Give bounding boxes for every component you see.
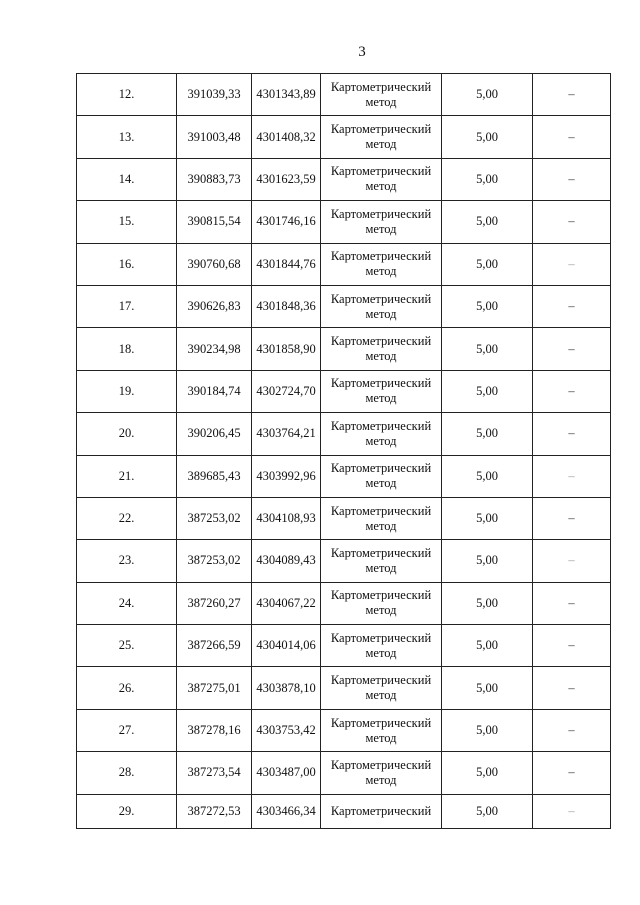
x-coordinate-cell: 391039,33 [177, 74, 252, 116]
table-row [77, 158, 611, 200]
point-number-cell: 26. [77, 667, 177, 709]
x-coordinate-cell: 390234,98 [177, 328, 252, 370]
accuracy-cell: 5,00 [442, 285, 533, 327]
method-text-line: Картометрический [330, 376, 432, 391]
method-cell [321, 497, 442, 539]
note-cell: – [533, 158, 611, 200]
point-number-cell: 16. [77, 243, 177, 285]
note-cell: – [533, 540, 611, 582]
method-cell [321, 201, 442, 243]
x-coordinate-cell: 387253,02 [177, 497, 252, 539]
note-cell: – [533, 709, 611, 751]
y-coordinate-cell: 4304014,06 [252, 625, 321, 667]
method-text-line: метод [365, 518, 397, 533]
note-cell: – [533, 285, 611, 327]
method-cell [321, 370, 442, 412]
x-coordinate-cell: 390206,45 [177, 413, 252, 455]
table-row [77, 328, 611, 370]
method-text-line: метод [365, 391, 397, 406]
method-text-line: метод [365, 264, 397, 279]
table-row [77, 582, 611, 624]
note-cell: – [533, 328, 611, 370]
method-text-line: метод [365, 349, 397, 364]
method-cell [321, 74, 442, 116]
x-coordinate-cell: 390815,54 [177, 201, 252, 243]
table-row [77, 625, 611, 667]
method-text-line: Картометрический [330, 164, 432, 179]
method-cell [321, 540, 442, 582]
x-coordinate-cell: 387272,53 [177, 794, 252, 828]
method-text-line: метод [365, 221, 397, 236]
method-cell [321, 752, 442, 794]
method-text-line: Картометрический [330, 503, 432, 518]
note-cell: – [533, 497, 611, 539]
method-text-line: Картометрический [330, 206, 432, 221]
x-coordinate-cell: 387266,59 [177, 625, 252, 667]
point-number-cell: 23. [77, 540, 177, 582]
accuracy-cell: 5,00 [442, 158, 533, 200]
note-cell: – [533, 243, 611, 285]
point-number-cell: 17. [77, 285, 177, 327]
x-coordinate-cell: 387273,54 [177, 752, 252, 794]
note-cell: – [533, 413, 611, 455]
y-coordinate-cell: 4304067,22 [252, 582, 321, 624]
method-text-line: Картометрический [330, 673, 432, 688]
y-coordinate-cell: 4302724,70 [252, 370, 321, 412]
method-text-line: метод [365, 772, 397, 787]
method-text-line: метод [365, 688, 397, 703]
method-text-line: Картометрический [330, 334, 432, 349]
table-row [77, 794, 611, 828]
method-text-line: Картометрический [330, 418, 432, 433]
note-cell: – [533, 752, 611, 794]
point-number-cell: 29. [77, 794, 177, 828]
accuracy-cell: 5,00 [442, 455, 533, 497]
table-row [77, 285, 611, 327]
note-cell: – [533, 667, 611, 709]
method-cell [321, 709, 442, 751]
table-row [77, 455, 611, 497]
method-text-line: метод [365, 137, 397, 152]
y-coordinate-cell: 4301623,59 [252, 158, 321, 200]
x-coordinate-cell: 390760,68 [177, 243, 252, 285]
x-coordinate-cell: 390184,74 [177, 370, 252, 412]
method-cell [321, 158, 442, 200]
x-coordinate-cell: 391003,48 [177, 116, 252, 158]
accuracy-cell: 5,00 [442, 201, 533, 243]
point-number-cell: 14. [77, 158, 177, 200]
method-text-line: Картометрический [330, 291, 432, 306]
y-coordinate-cell: 4303466,34 [252, 794, 321, 828]
accuracy-cell: 5,00 [442, 625, 533, 667]
table-row [77, 752, 611, 794]
point-number-cell: 15. [77, 201, 177, 243]
table-row [77, 667, 611, 709]
table-row [77, 709, 611, 751]
point-number-cell: 18. [77, 328, 177, 370]
coordinates-table-body [77, 74, 611, 829]
point-number-cell: 12. [77, 74, 177, 116]
method-text-line: Картометрический [330, 249, 432, 264]
note-cell: – [533, 201, 611, 243]
method-text-line: Картометрический [330, 757, 432, 772]
method-text-line: метод [365, 730, 397, 745]
method-text-line: Картометрический [330, 715, 432, 730]
point-number-cell: 27. [77, 709, 177, 751]
coordinates-table [76, 73, 611, 829]
method-text-line: Картометрический [330, 803, 432, 818]
accuracy-cell: 5,00 [442, 413, 533, 455]
x-coordinate-cell: 387253,02 [177, 540, 252, 582]
method-text-line: метод [365, 179, 397, 194]
method-cell [321, 285, 442, 327]
note-cell: – [533, 370, 611, 412]
y-coordinate-cell: 4301858,90 [252, 328, 321, 370]
method-cell [321, 328, 442, 370]
y-coordinate-cell: 4303992,96 [252, 455, 321, 497]
accuracy-cell: 5,00 [442, 497, 533, 539]
point-number-cell: 21. [77, 455, 177, 497]
x-coordinate-cell: 390883,73 [177, 158, 252, 200]
method-text-line: метод [365, 94, 397, 109]
y-coordinate-cell: 4304089,43 [252, 540, 321, 582]
point-number-cell: 22. [77, 497, 177, 539]
y-coordinate-cell: 4304108,93 [252, 497, 321, 539]
method-text-line: метод [365, 433, 397, 448]
point-number-cell: 13. [77, 116, 177, 158]
method-text-line: метод [365, 645, 397, 660]
accuracy-cell: 5,00 [442, 794, 533, 828]
point-number-cell: 20. [77, 413, 177, 455]
accuracy-cell: 5,00 [442, 752, 533, 794]
method-text-line: Картометрический [330, 79, 432, 94]
method-cell [321, 116, 442, 158]
method-text-line: Картометрический [330, 461, 432, 476]
method-cell [321, 794, 442, 828]
accuracy-cell: 5,00 [442, 667, 533, 709]
y-coordinate-cell: 4303764,21 [252, 413, 321, 455]
x-coordinate-cell: 387275,01 [177, 667, 252, 709]
table-row [77, 116, 611, 158]
accuracy-cell: 5,00 [442, 540, 533, 582]
method-text-line: метод [365, 560, 397, 575]
method-text-line: Картометрический [330, 588, 432, 603]
accuracy-cell: 5,00 [442, 328, 533, 370]
x-coordinate-cell: 390626,83 [177, 285, 252, 327]
y-coordinate-cell: 4301844,76 [252, 243, 321, 285]
method-text-line: метод [365, 476, 397, 491]
point-number-cell: 25. [77, 625, 177, 667]
accuracy-cell: 5,00 [442, 582, 533, 624]
method-cell [321, 582, 442, 624]
x-coordinate-cell: 387260,27 [177, 582, 252, 624]
method-cell [321, 667, 442, 709]
y-coordinate-cell: 4303878,10 [252, 667, 321, 709]
y-coordinate-cell: 4301408,32 [252, 116, 321, 158]
y-coordinate-cell: 4301848,36 [252, 285, 321, 327]
table-row [77, 201, 611, 243]
method-cell [321, 455, 442, 497]
accuracy-cell: 5,00 [442, 709, 533, 751]
table-row [77, 243, 611, 285]
x-coordinate-cell: 387278,16 [177, 709, 252, 751]
accuracy-cell: 5,00 [442, 370, 533, 412]
note-cell: – [533, 74, 611, 116]
note-cell: – [533, 794, 611, 828]
note-cell: – [533, 625, 611, 667]
y-coordinate-cell: 4301343,89 [252, 74, 321, 116]
method-cell [321, 243, 442, 285]
table-row [77, 413, 611, 455]
point-number-cell: 28. [77, 752, 177, 794]
y-coordinate-cell: 4301746,16 [252, 201, 321, 243]
method-cell [321, 413, 442, 455]
table-row [77, 497, 611, 539]
point-number-cell: 24. [77, 582, 177, 624]
y-coordinate-cell: 4303753,42 [252, 709, 321, 751]
note-cell: – [533, 455, 611, 497]
note-cell: – [533, 582, 611, 624]
method-text-line: метод [365, 603, 397, 618]
x-coordinate-cell: 389685,43 [177, 455, 252, 497]
method-text-line: Картометрический [330, 122, 432, 137]
method-text-line: метод [365, 306, 397, 321]
accuracy-cell: 5,00 [442, 116, 533, 158]
accuracy-cell: 5,00 [442, 243, 533, 285]
accuracy-cell: 5,00 [442, 74, 533, 116]
point-number-cell: 19. [77, 370, 177, 412]
method-text-line: Картометрический [330, 545, 432, 560]
note-cell: – [533, 116, 611, 158]
y-coordinate-cell: 4303487,00 [252, 752, 321, 794]
table-row [77, 370, 611, 412]
page-number: 3 [358, 44, 366, 60]
table-row [77, 74, 611, 116]
method-cell [321, 625, 442, 667]
method-text-line: Картометрический [330, 630, 432, 645]
table-row [77, 540, 611, 582]
